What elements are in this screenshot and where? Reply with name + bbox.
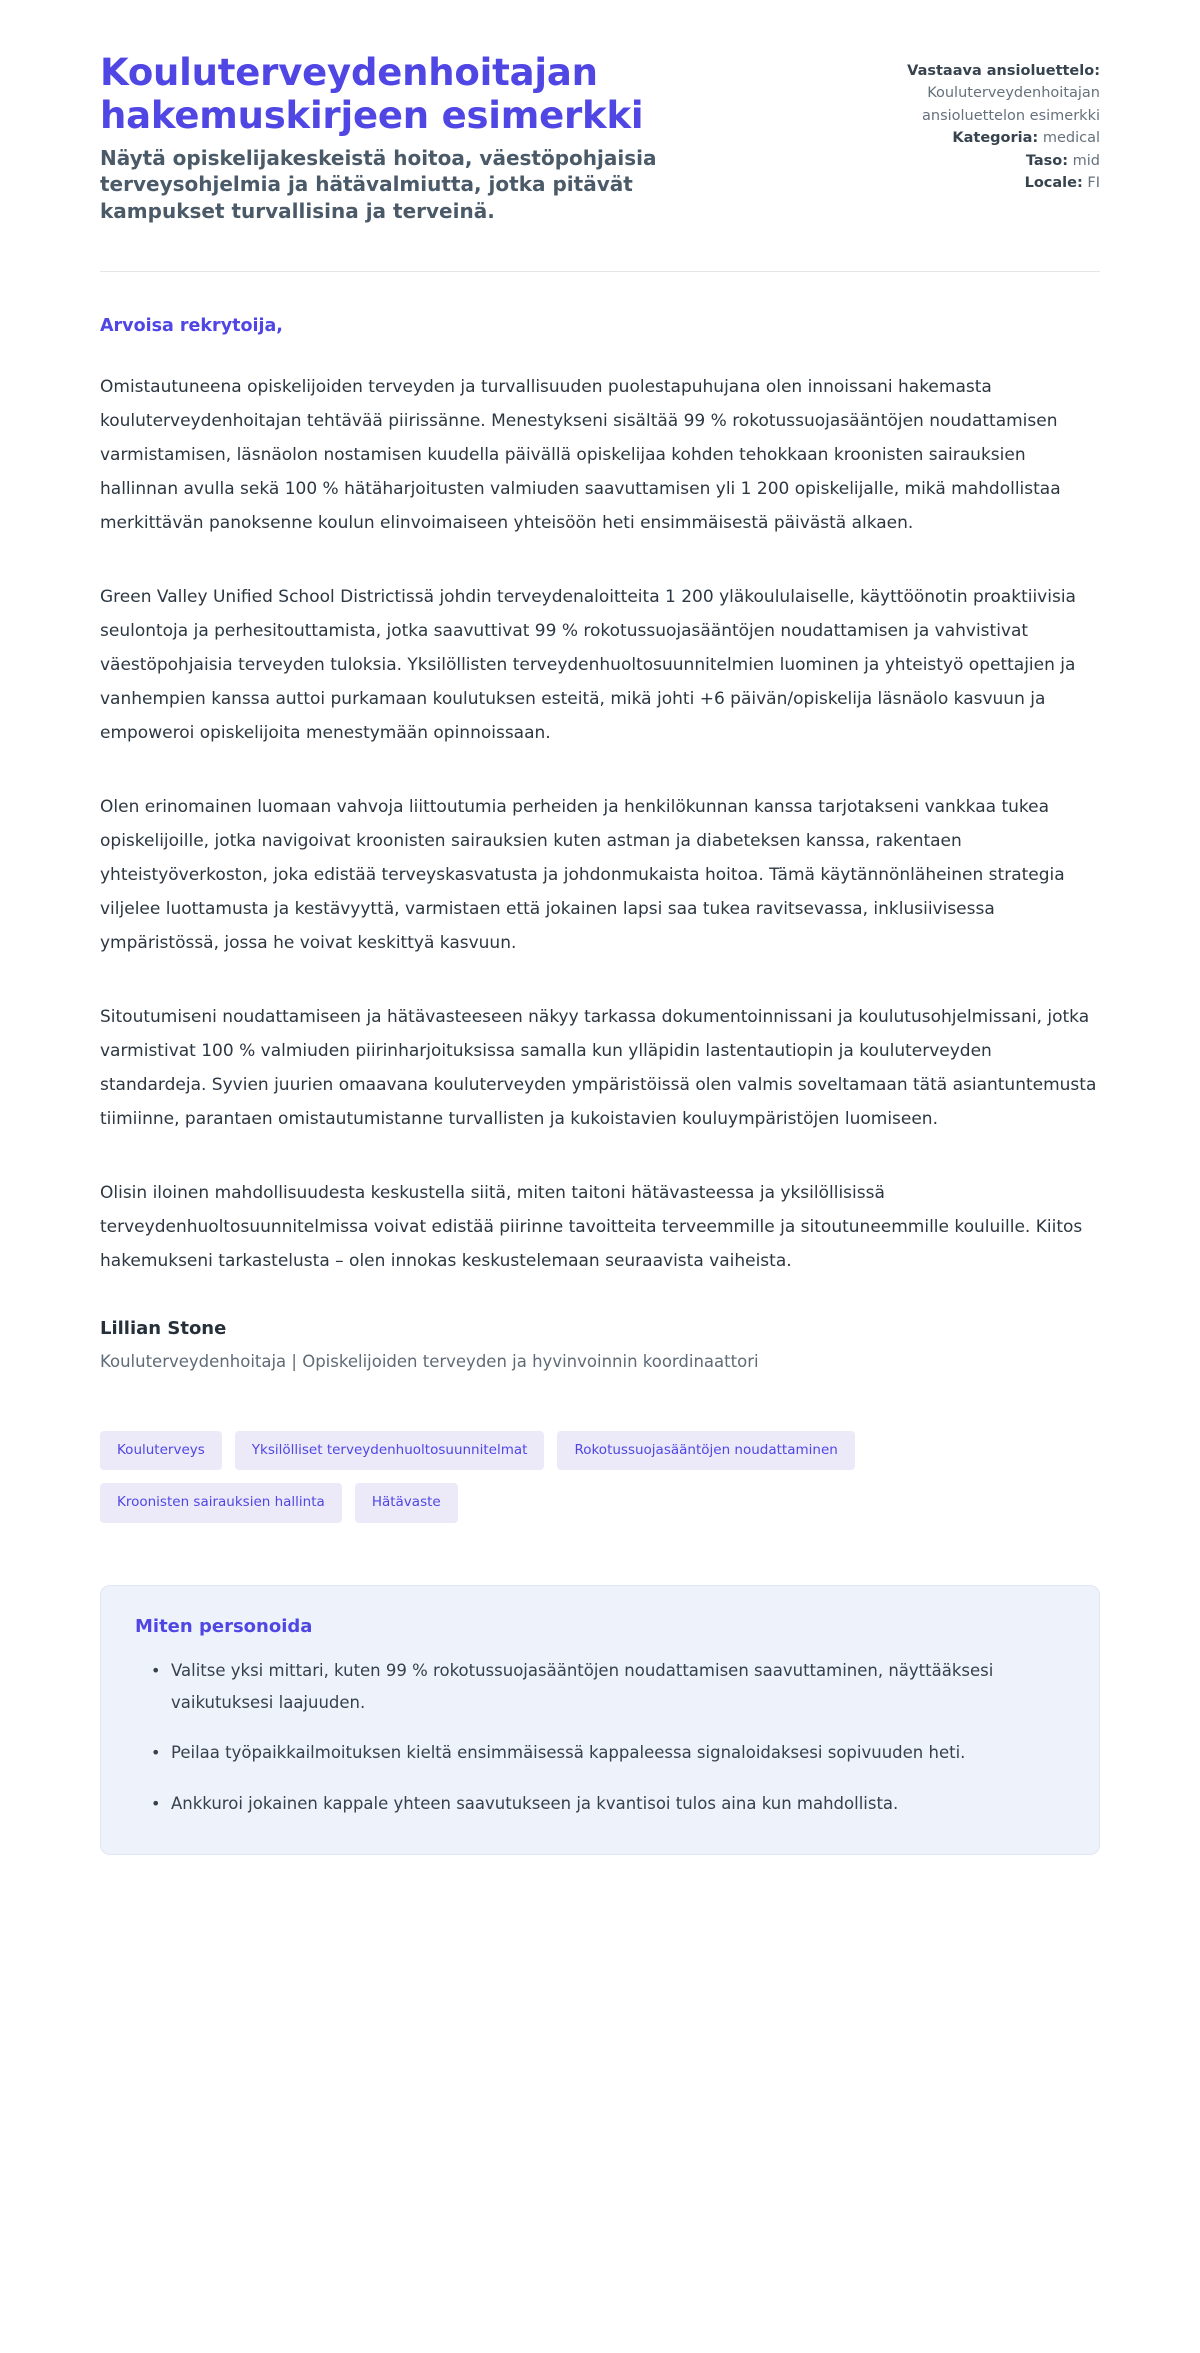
tag-chip[interactable]: Yksilölliset terveydenhuoltosuunnitelmat bbox=[235, 1431, 545, 1471]
callout-title: Miten personoida bbox=[135, 1615, 313, 1637]
meta-category-label: Kategoria: bbox=[952, 130, 1039, 147]
callout-tip-item: • Peilaa työpaikkailmoituksen kieltä ensimmäisessä kappaleessa signaloidaksesi sopivuuden heti. bbox=[157, 1737, 1065, 1769]
callout-tip-item: • Ankkuroi jokainen kappale yhteen saavutukseen ja kvantisoi tulos aina kun mahdollista. bbox=[157, 1788, 1065, 1820]
letter-signature bbox=[100, 1318, 1100, 1375]
meta-category bbox=[830, 127, 1100, 149]
meta-level-label: Taso: bbox=[1025, 152, 1069, 169]
meta-related-resume-label: Vastaava ansioluettelo: bbox=[907, 63, 1100, 79]
tag-chip[interactable]: Kroonisten sairauksien hallinta bbox=[100, 1483, 342, 1523]
callout-tip-list bbox=[135, 1655, 1065, 1820]
meta-locale-label: Locale: bbox=[1024, 175, 1083, 192]
personalization-callout bbox=[100, 1585, 1100, 1855]
letter-salutation: Arvoisa rekrytoija, bbox=[100, 315, 283, 336]
signature-role: Kouluterveydenhoitaja | Opiskelijoiden terveyden ja hyvinvoinnin koordinaattori bbox=[100, 1351, 759, 1371]
header-title-block bbox=[100, 52, 740, 225]
tag-list bbox=[100, 1431, 1090, 1523]
letter-paragraph-4: Sitoutumiseni noudattamiseen ja hätävasteeseen näkyy tarkassa dokumentoinnissani ja koulutusohjelmissani, jotka varmistivat 100 % valmiuden piirinharjoituksissa samalla kun ylläpidin lastentautiopin ja kouluterveyden standardeja. Syvien juurien omaavana kouluterveyden ympäristöissä olen valmis soveltamaan tätä asiantuntemusta tiimiinne, parantaen omistautumistanne turvallisten ja kukoistavien kouluympäristöjen luomiseen. bbox=[100, 1006, 1097, 1129]
letter-paragraph-1: Omistautuneena opiskelijoiden terveyden ja turvallisuuden puolestapuhujana olen innoissani hakemasta kouluterveydenhoitajan tehtävää piirissänne. Menestykseni sisältää 99 % rokotussuojasääntöjen noudattamisen varmistamisen, läsnäolon nostamisen kuudella päivällä opiskelijaa kohden tehokkaan kroonisten sairauksien hallinnan avulla sekä 100 % hätäharjoitusten valmiuden saavuttamisen yli 1 200 opiskelijalle, mikä mahdollistaa merkittävän panoksenne koulun elinvoimaiseen yhteisöön heti ensimmäisestä päivästä alkaen. bbox=[100, 376, 1061, 533]
meta-locale-value: FI bbox=[1087, 175, 1100, 192]
signature-name: Lillian Stone bbox=[100, 1317, 227, 1339]
meta-related-resume-value: Kouluterveydenhoitajan ansioluettelon esimerkki bbox=[922, 85, 1100, 124]
tag-chip[interactable]: Hätävaste bbox=[355, 1483, 458, 1523]
document-metadata bbox=[830, 52, 1100, 195]
document-header bbox=[100, 0, 1100, 225]
meta-related-resume bbox=[830, 60, 1100, 127]
page-subtitle: Näytä opiskelijakeskeistä hoitoa, väestöpohjaisia terveysohjelmia ja hätävalmiutta, jotka pitävät kampukset turvallisina ja terveinä. bbox=[100, 145, 657, 223]
tag-chip[interactable]: Rokotussuojasääntöjen noudattaminen bbox=[557, 1431, 854, 1471]
letter-paragraph-3: Olen erinomainen luomaan vahvoja liittoutumia perheiden ja henkilökunnan kanssa tarjotakseni vankkaa tukea opiskelijoille, jotka navigoivat kroonisten sairauksien kuten astman ja diabeteksen kanssa, rakentaen yhteistyöverkoston, joka edistää terveyskasvatusta ja johdonmukaista hoitoa. Tämä käytännönläheinen strategia viljelee luottamusta ja kestävyyttä, varmistaen että jokainen lapsi saa tukea ravitsevassa, inklusiivisessa ympäristössä, jossa he voivat keskittyä kasvuun. bbox=[100, 796, 1065, 953]
meta-level bbox=[830, 150, 1100, 172]
letter-paragraph-5: Olisin iloinen mahdollisuudesta keskustella siitä, miten taitoni hätävasteessa ja yksilöllisissä terveydenhuoltosuunnitelmissa voivat edistää piirinne tavoitteita terveemmille ja sitoutuneemmille kouluille. Kiitos hakemukseni tarkastelusta – olen innokas keskustelemaan seuraavista vaiheista. bbox=[100, 1182, 1083, 1271]
tag-chip[interactable]: Kouluterveys bbox=[100, 1431, 222, 1471]
meta-level-value: mid bbox=[1072, 152, 1100, 169]
callout-tip-item: • Valitse yksi mittari, kuten 99 % rokotussuojasääntöjen noudattamisen saavuttaminen, näyttääksesi vaikutuksesi laajuuden. bbox=[157, 1655, 1065, 1719]
cover-letter-body bbox=[100, 272, 1100, 1855]
meta-category-value: medical bbox=[1042, 130, 1100, 147]
letter-paragraph-2: Green Valley Unified School Districtissä johdin terveydenaloitteita 1 200 yläkoululaiselle, käyttöönotin proaktiivisia seulontoja ja perhesitouttamista, jotka saavuttivat 99 % rokotussuojasääntöjen noudattamisen ja vahvistivat väestöpohjaisia terveyden tuloksia. Yksilöllisten terveydenhuoltosuunnitelmien luominen ja yhteistyö opettajien ja vanhempien kanssa auttoi purkamaan koulutuksen esteitä, mikä johti +6 päivän/opiskelija läsnäolo kasvuun ja empoweroi opiskelijoita menestymään opinnoissaan. bbox=[100, 586, 1076, 743]
page-title: Kouluterveydenhoitajan hakemuskirjeen esimerkki bbox=[100, 51, 644, 137]
meta-locale bbox=[830, 172, 1100, 194]
